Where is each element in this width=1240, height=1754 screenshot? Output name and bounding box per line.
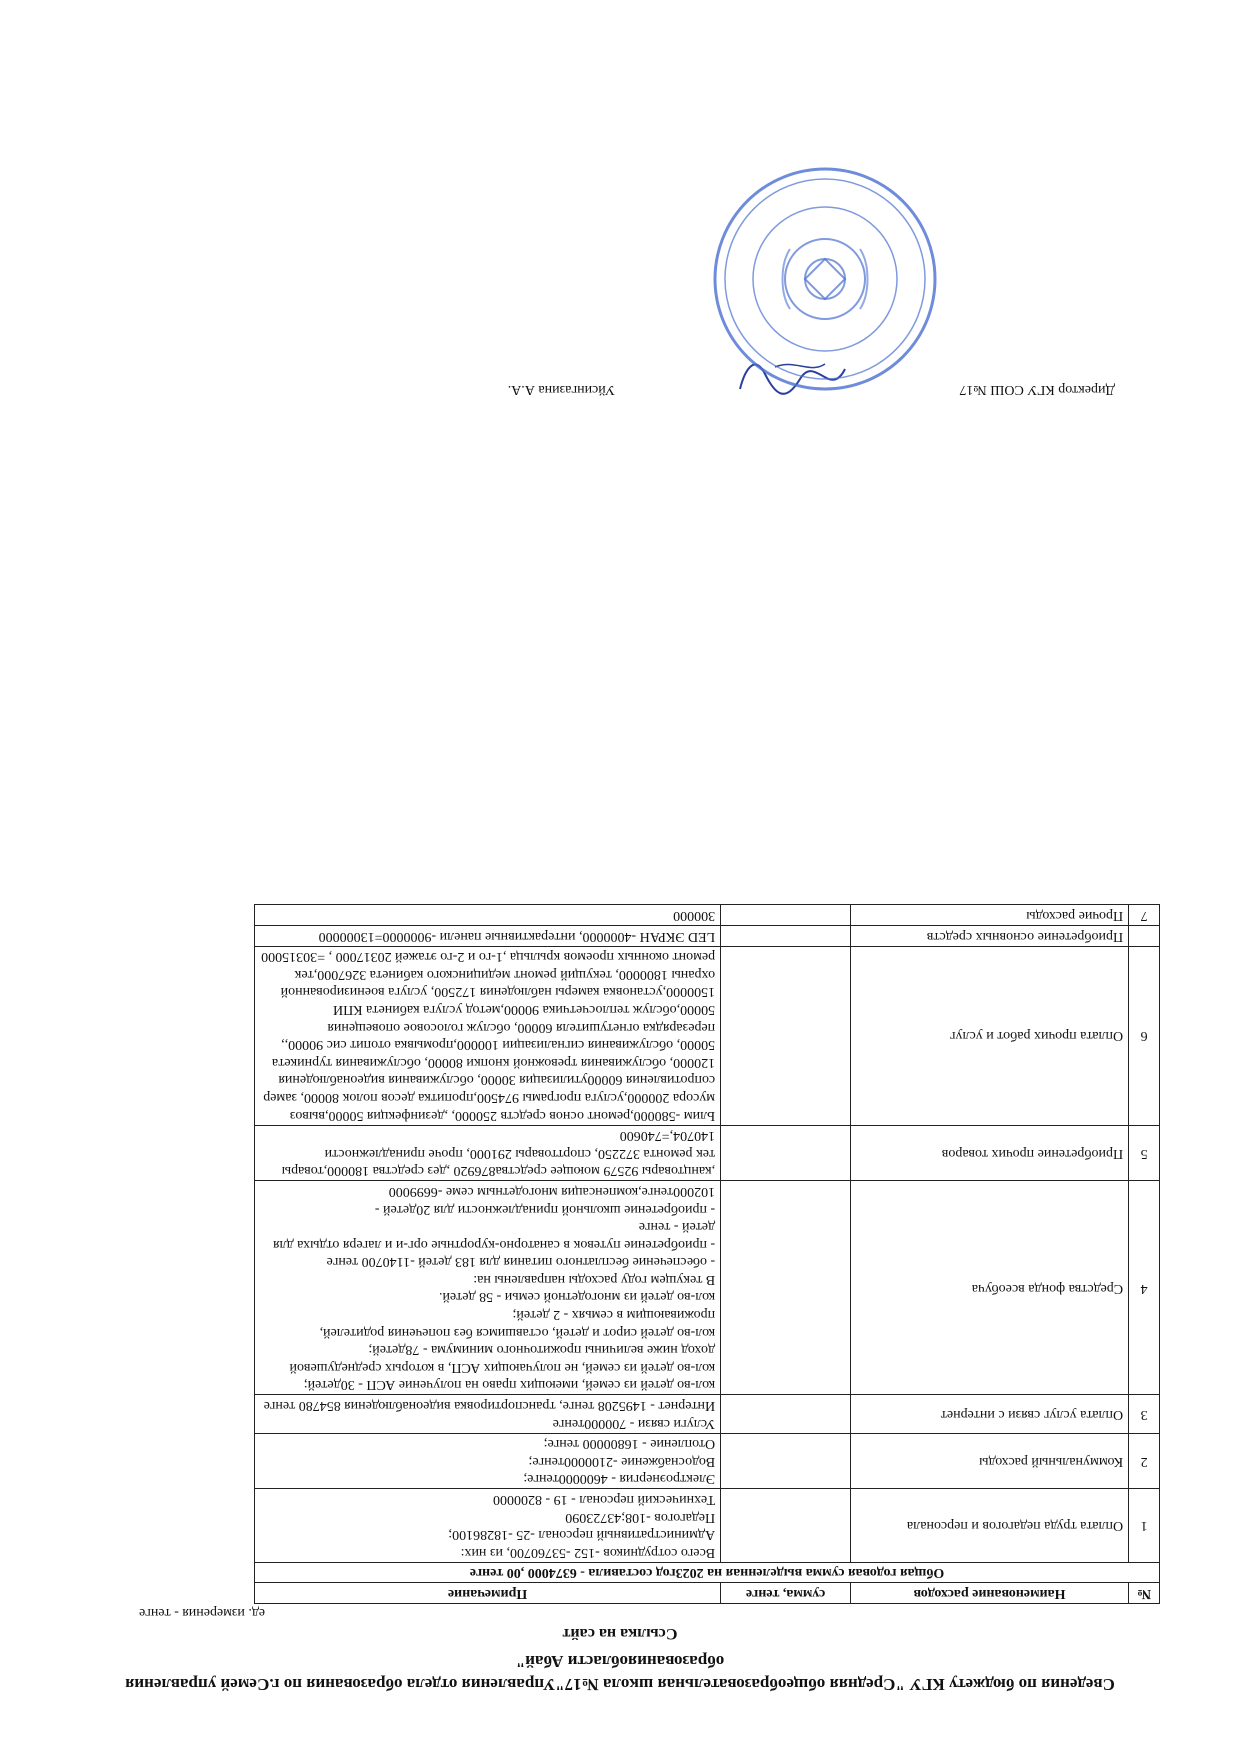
table-body [255, 905, 1160, 1562]
table-header-row [255, 1583, 1160, 1604]
site-link[interactable]: Ссылка на сайт [562, 1625, 678, 1642]
row-note: кол-во детей из семей, имеющих право на получение АСП - 30детей; кол-во детей из семей, не получающих АСП, в которых среднедушевой доход ниже величины прожиточного минимума - 78детей; кол-во детей сирот и детей, оставшимся без попечения родителей, проживающим в семьях - 2 детей; кол-во детей из многодетной семьи - 58 детей. В текущем году расходы направлены на: - обеспечение бесплатного питания для 183 детей -1140700 тенге - приобретение путевок в санаторно-курортные орг-и и лагеря отдыха для детей - тенге - приобретение школьной принадлежности для 20детей - 102000тенге,компенсация многодетным семе -6699000 [255, 1181, 721, 1395]
row-note: ,канцтовары 92579 моющее средства876920 ,дез средства 180000,товары тек ремонта 372250, спорттовары 291000, проче принадлежности 140704,=740600 [255, 1125, 721, 1181]
header-note: Примечание [255, 1583, 721, 1604]
header-num: № [1129, 1583, 1160, 1604]
row-num: 4 [1129, 1181, 1160, 1395]
row-note: Ьлим -580000,ремонт основ средств 250000, ,дезинфекция 50000,вывоз мусора 200000,услуга програмы 974500,пропитка десов полок 80000, замер сопротивления 60000утилизация 30000, обслуживания видеонаблюдения 120000, обслуживания тревожной кнопки 80000, обслуживания турникета 50000, обслуживания сигнализации 100000,промывка отопит сис 90000,, перезарядка огнетушителя 60000, обслуж голосовое оповещения 50000,обслуж теплосчетчика 90000,метод услуга кабинета КПИ 1500000,установка камеры наблюдения 172500, услуга военизированной охраны 1800000, текущий ремонт медицинского кабинета 3267000,тек ремонт оконных проемов крыльца ,1-го и 2-го этажей 20317000 , =30315000 [255, 946, 721, 1125]
row-sum [721, 1489, 851, 1562]
table-row [255, 1125, 1160, 1181]
units-label: ед. измерения - тенге [139, 1605, 265, 1620]
table-row [255, 1433, 1160, 1489]
row-num: 1 [1129, 1489, 1160, 1562]
row-name: Прочие расходы [850, 905, 1128, 926]
director-name: Уйсингазина А.А. [507, 382, 615, 397]
budget-table [254, 904, 1160, 1604]
table-row [255, 905, 1160, 926]
row-sum [721, 946, 851, 1125]
row-num: 7 [1129, 905, 1160, 926]
row-num: 2 [1129, 1433, 1160, 1489]
row-name: Оплата прочих работ и услуг [850, 946, 1128, 1125]
row-sum [721, 1433, 851, 1489]
director-role: Директор КГУ СОШ №17 [959, 382, 1115, 397]
row-num [1129, 926, 1160, 947]
row-note: Услуги связи - 700000тенге Интернет - 1495208 тенге, транспортировка видеонаблюдения 854780 тенге [255, 1395, 721, 1433]
row-name: Оплата услуг связи с интернет [850, 1395, 1128, 1433]
row-name: Приобретение прочих товаров [850, 1125, 1128, 1181]
table-row [255, 1181, 1160, 1395]
table-row [255, 946, 1160, 1125]
row-num: 3 [1129, 1395, 1160, 1433]
row-sum [721, 1125, 851, 1181]
table-row [255, 1489, 1160, 1562]
total-amount: Общая годовая сумма выделенная на 2023год составила - 6374000 ,00 тенге [255, 1562, 1160, 1583]
official-stamp [710, 164, 940, 394]
table-row [255, 1395, 1160, 1433]
row-note: Всего сотрудников -152 -53760700, из них: Административный персонал -25 -18286100; Педагогов -108;43723090 Технический персонал - 19 - 8200000 [255, 1489, 721, 1562]
header-sum: сумма, тенге [721, 1583, 851, 1604]
row-name: Оплата труда педагогов и персонала [850, 1489, 1128, 1562]
row-name: Приобретение основных средств [850, 926, 1128, 947]
header-name: Наименование расходов [850, 1583, 1128, 1604]
row-name: Коммунальный расходы [850, 1433, 1128, 1489]
row-sum [721, 1395, 851, 1433]
table-total-row [255, 1562, 1160, 1583]
row-num: 6 [1129, 946, 1160, 1125]
row-note: Электроэнергия - 4600000тенге; Водоснабжение -2100000тенге; Отопление - 16800000 тенге; [255, 1433, 721, 1489]
row-num: 5 [1129, 1125, 1160, 1181]
row-note: LED ЭКРАН -4000000, интерактивные панели -9000000=13000000 [255, 926, 721, 947]
row-name: Средства фонда всеобуча [850, 1181, 1128, 1395]
row-sum [721, 1181, 851, 1395]
row-sum [721, 926, 851, 947]
row-sum [721, 905, 851, 926]
table-row [255, 926, 1160, 947]
row-note: 300000 [255, 905, 721, 926]
document-title: Сведения по бюджету КГУ "Средняя общеобразовательная школа №17"Управления отдела образования по г.Семей управления образованияобласти Абай" [125, 1652, 1115, 1694]
